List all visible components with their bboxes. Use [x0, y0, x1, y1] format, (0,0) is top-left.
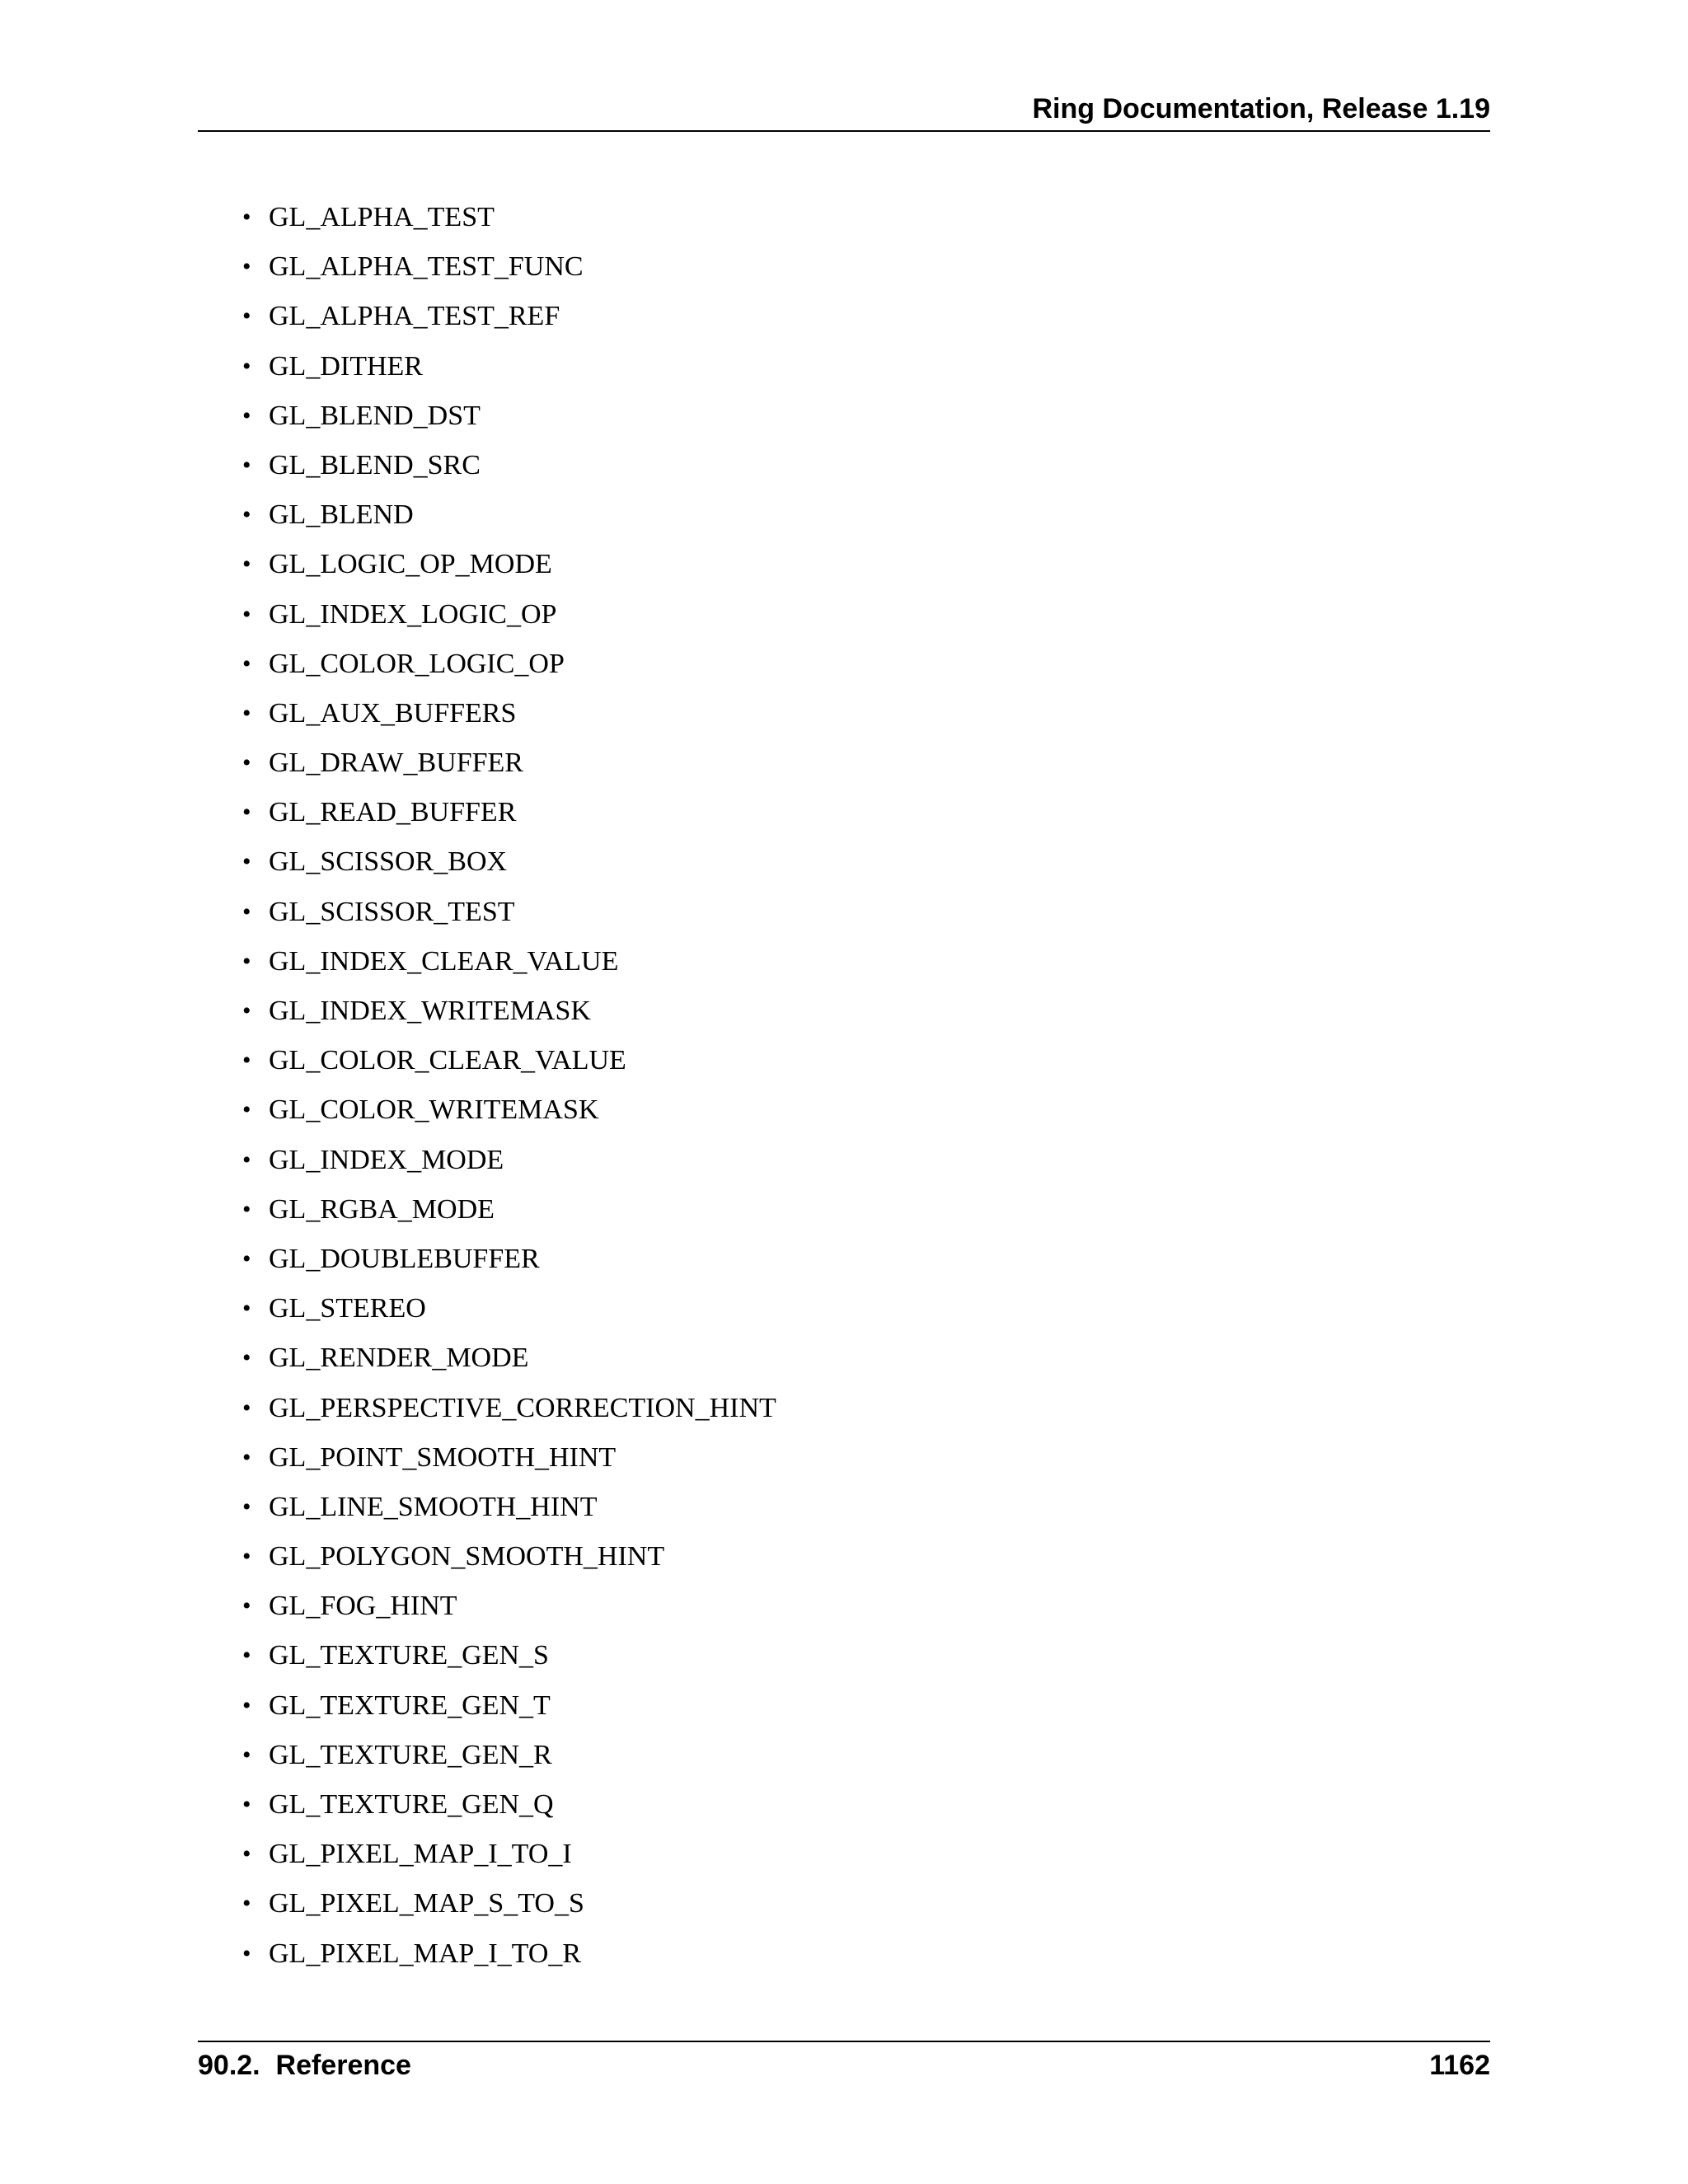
list-item-text: GL_INDEX_LOGIC_OP — [269, 598, 557, 630]
header-rule — [198, 130, 1490, 132]
list-item — [239, 242, 776, 292]
list-item-text: GL_STEREO — [269, 1293, 426, 1324]
bullet-icon: • — [242, 1146, 251, 1174]
list-item-text: GL_PERSPECTIVE_CORRECTION_HINT — [269, 1392, 776, 1423]
list-item-text: GL_COLOR_CLEAR_VALUE — [269, 1045, 626, 1076]
list-item — [239, 1036, 776, 1085]
bullet-icon: • — [242, 1791, 251, 1818]
list-item — [239, 1532, 776, 1582]
list-item — [239, 1284, 776, 1333]
list-item — [239, 640, 776, 689]
list-item-text: GL_PIXEL_MAP_I_TO_R — [269, 1938, 582, 1969]
bullet-icon: • — [242, 1691, 251, 1719]
list-item-text: GL_PIXEL_MAP_I_TO_I — [269, 1839, 572, 1870]
list-item — [239, 1879, 776, 1929]
list-item — [239, 1384, 776, 1433]
bullet-icon: • — [242, 1195, 251, 1223]
list-item — [239, 1483, 776, 1532]
list-item — [239, 1830, 776, 1879]
list-item-text: GL_LOGIC_OP_MODE — [269, 549, 552, 580]
list-item — [239, 590, 776, 640]
running-header-title: Ring Documentation, Release 1.19 — [1032, 93, 1490, 124]
list-item-text: GL_LINE_SMOOTH_HINT — [269, 1491, 598, 1522]
list-item-text: GL_BLEND_DST — [269, 400, 481, 431]
bullet-icon: • — [242, 1890, 251, 1918]
bullet-icon: • — [242, 1741, 251, 1769]
bullet-icon: • — [242, 1096, 251, 1124]
list-item-text: GL_RGBA_MODE — [269, 1193, 495, 1225]
bullet-icon: • — [242, 1244, 251, 1272]
list-item-text: GL_POINT_SMOOTH_HINT — [269, 1441, 617, 1473]
list-item — [239, 937, 776, 987]
list-item — [239, 1433, 776, 1483]
list-item — [239, 540, 776, 589]
list-item — [239, 1085, 776, 1135]
list-item-text: GL_SCISSOR_BOX — [269, 846, 508, 878]
bullet-icon: • — [242, 898, 251, 926]
list-item-text: GL_SCISSOR_TEST — [269, 896, 515, 927]
list-item-text: GL_READ_BUFFER — [269, 797, 517, 828]
list-item — [239, 1681, 776, 1731]
list-item — [239, 689, 776, 738]
list-item-text: GL_ALPHA_TEST_FUNC — [269, 251, 584, 283]
list-item-text: GL_RENDER_MODE — [269, 1343, 529, 1374]
list-item — [239, 987, 776, 1036]
list-item-text: GL_COLOR_WRITEMASK — [269, 1094, 599, 1126]
constant-list — [239, 193, 776, 1979]
bullet-icon: • — [242, 749, 251, 777]
bullet-icon: • — [242, 1642, 251, 1670]
list-item-text: GL_TEXTURE_GEN_S — [269, 1640, 549, 1671]
list-item-text: GL_COLOR_LOGIC_OP — [269, 648, 565, 679]
bullet-icon: • — [242, 1840, 251, 1868]
list-item-text: GL_BLEND_SRC — [269, 449, 481, 480]
bullet-icon: • — [242, 1592, 251, 1620]
list-item — [239, 837, 776, 887]
bullet-icon: • — [242, 1344, 251, 1372]
list-item-text: GL_INDEX_CLEAR_VALUE — [269, 945, 619, 977]
bullet-icon: • — [242, 401, 251, 429]
list-item — [239, 788, 776, 837]
list-item-text: GL_TEXTURE_GEN_Q — [269, 1789, 554, 1820]
list-item-text: GL_TEXTURE_GEN_T — [269, 1690, 551, 1721]
list-item-text: GL_DRAW_BUFFER — [269, 748, 523, 779]
list-item — [239, 441, 776, 490]
list-item-text: GL_DITHER — [269, 350, 423, 382]
bullet-icon: • — [242, 501, 251, 529]
list-item — [239, 490, 776, 540]
list-item — [239, 1185, 776, 1235]
bullet-icon: • — [242, 600, 251, 628]
bullet-icon: • — [242, 302, 251, 330]
bullet-icon: • — [242, 1493, 251, 1521]
list-item — [239, 342, 776, 391]
list-item — [239, 1929, 776, 1979]
list-item-text: GL_FOG_HINT — [269, 1591, 457, 1622]
footer-rule — [198, 2041, 1490, 2042]
list-item-text: GL_INDEX_MODE — [269, 1144, 504, 1175]
list-item-text: GL_PIXEL_MAP_S_TO_S — [269, 1888, 584, 1919]
footer-page-number: 1162 — [1429, 2050, 1490, 2081]
list-item — [239, 1731, 776, 1780]
bullet-icon: • — [242, 253, 251, 281]
bullet-icon: • — [242, 799, 251, 827]
bullet-icon: • — [242, 947, 251, 975]
list-item — [239, 391, 776, 441]
list-item — [239, 888, 776, 937]
bullet-icon: • — [242, 551, 251, 579]
list-item-text: GL_TEXTURE_GEN_R — [269, 1739, 552, 1770]
bullet-icon: • — [242, 1939, 251, 1967]
bullet-icon: • — [242, 1394, 251, 1422]
list-item — [239, 738, 776, 788]
footer-section-title: 90.2. Reference — [198, 2050, 411, 2081]
bullet-icon: • — [242, 848, 251, 876]
list-item — [239, 292, 776, 341]
list-item-text: GL_BLEND — [269, 499, 414, 531]
list-item-text: GL_ALPHA_TEST_REF — [269, 301, 560, 332]
bullet-icon: • — [242, 1443, 251, 1471]
list-item — [239, 1780, 776, 1830]
bullet-icon: • — [242, 997, 251, 1024]
list-item — [239, 1333, 776, 1383]
bullet-icon: • — [242, 204, 251, 231]
bullet-icon: • — [242, 699, 251, 727]
list-item-text: GL_INDEX_WRITEMASK — [269, 996, 591, 1026]
bullet-icon: • — [242, 649, 251, 677]
bullet-icon: • — [242, 1543, 251, 1571]
bullet-icon: • — [242, 352, 251, 380]
bullet-icon: • — [242, 1295, 251, 1323]
list-item — [239, 1631, 776, 1680]
list-item-text: GL_POLYGON_SMOOTH_HINT — [269, 1541, 665, 1572]
list-item-text: GL_AUX_BUFFERS — [269, 697, 517, 729]
list-item-text: GL_DOUBLEBUFFER — [269, 1243, 540, 1274]
list-item — [239, 1582, 776, 1631]
list-item-text: GL_ALPHA_TEST — [269, 202, 495, 232]
list-item — [239, 1136, 776, 1185]
list-item — [239, 1235, 776, 1284]
bullet-icon: • — [242, 451, 251, 479]
list-item — [239, 193, 776, 242]
bullet-icon: • — [242, 1047, 251, 1075]
